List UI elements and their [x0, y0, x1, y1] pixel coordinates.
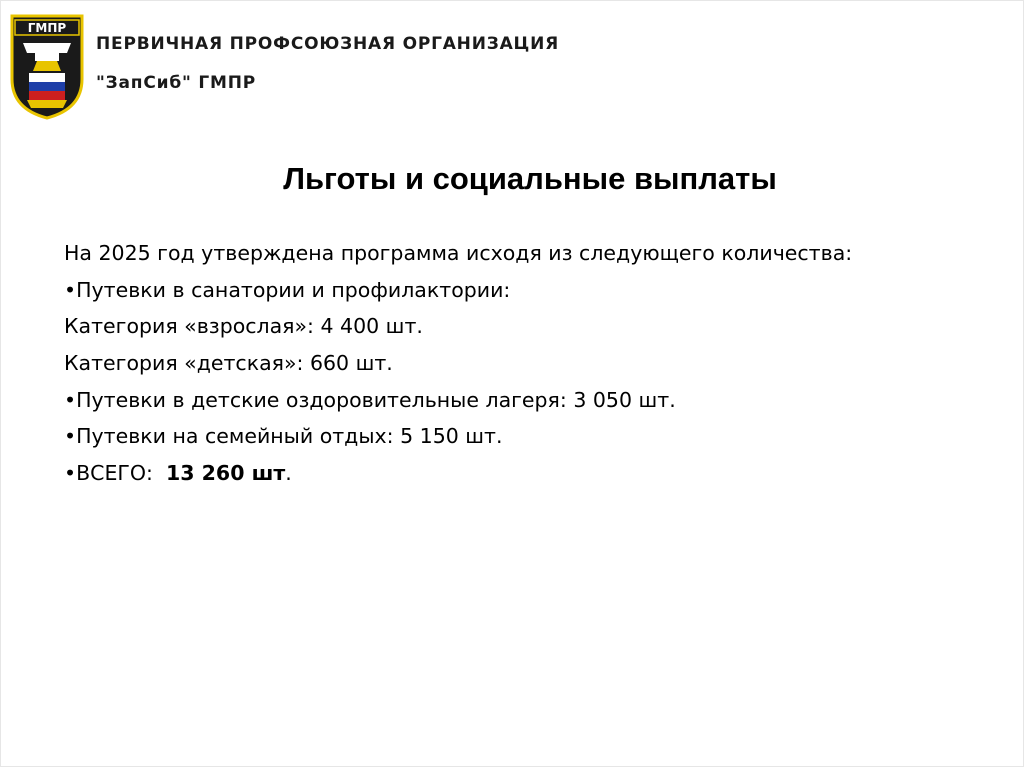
total-label: •ВСЕГО: — [64, 460, 166, 485]
list-item-sanatorium: •Путевки в санатории и профилактории: — [64, 277, 511, 302]
content-body — [64, 240, 966, 496]
total-line — [64, 460, 966, 487]
slide-title: Льготы и социальные выплаты — [283, 161, 777, 196]
logo-text: ГМПР — [27, 21, 67, 35]
list-item-children-camps: •Путевки в детские оздоровительные лагеря: 3 050 шт. — [64, 387, 676, 412]
list-item-child-category: Категория «детская»: 660 шт. — [64, 350, 393, 375]
intro-paragraph: На 2025 год утверждена программа исходя из следующего количества: — [64, 241, 853, 265]
total-value: 13 260 шт — [166, 460, 286, 485]
gmpr-logo — [9, 13, 85, 121]
org-name: ПЕРВИЧНАЯ ПРОФСОЮЗНАЯ ОРГАНИЗАЦИЯ — [96, 34, 560, 54]
total-suffix: . — [285, 460, 292, 485]
list-item-family-rest: •Путевки на семейный отдых: 5 150 шт. — [64, 424, 503, 449]
org-subtitle: "ЗапСиб" ГМПР — [96, 73, 257, 93]
list-item-adult-category: Категория «взрослая»: 4 400 шт. — [64, 314, 423, 339]
